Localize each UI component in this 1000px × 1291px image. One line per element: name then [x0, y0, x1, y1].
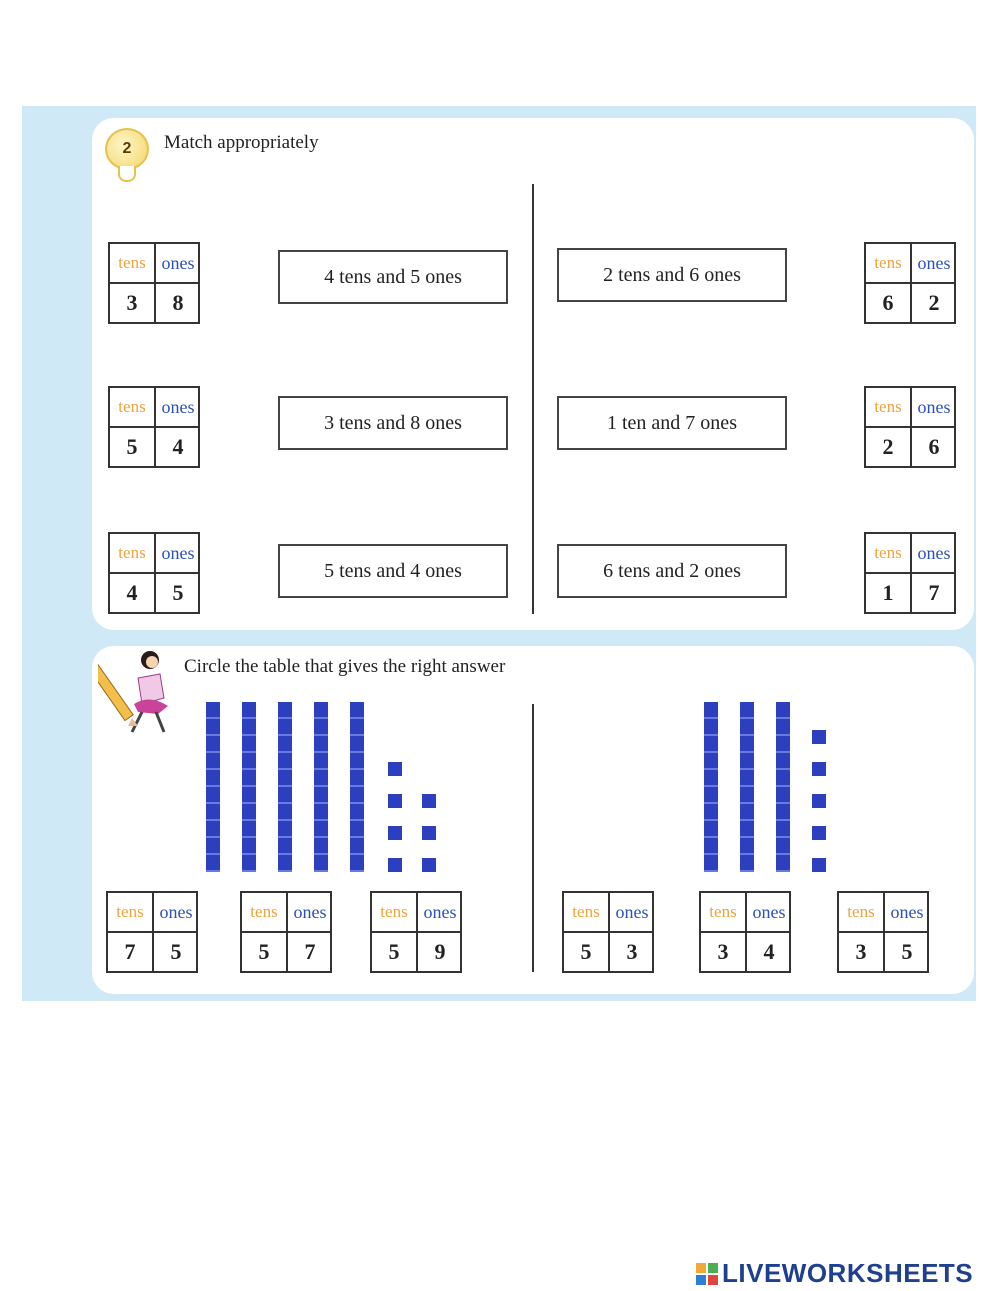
circle-heading: Circle the table that gives the right answer [184, 656, 506, 677]
girl-with-pencil-illustration [98, 648, 178, 738]
liveworksheets-logo [696, 1258, 973, 1289]
ten-rod [776, 702, 790, 872]
ten-rod [242, 702, 256, 872]
ones-value: 5 [170, 939, 182, 964]
answer-option-table[interactable] [562, 891, 654, 973]
ten-rod [206, 702, 220, 872]
ones-label: ones [161, 253, 195, 273]
ones-label: ones [752, 902, 786, 922]
ones-label: ones [161, 543, 195, 563]
one-cube [388, 858, 402, 872]
match-heading: Match appropriately [164, 132, 319, 153]
answer-option-table[interactable] [370, 891, 462, 973]
tens-label: tens [118, 253, 146, 272]
tens-value: 5 [126, 434, 138, 459]
ten-rod [740, 702, 754, 872]
tens-label: tens [380, 902, 408, 921]
tens-value: 3 [717, 939, 729, 964]
logo-icon [696, 1263, 718, 1285]
place-value-table[interactable] [864, 242, 956, 324]
tens-label: tens [118, 543, 146, 562]
tens-value: 5 [388, 939, 400, 964]
ones-label: ones [890, 902, 924, 922]
answer-option-table[interactable] [240, 891, 332, 973]
ones-label: ones [423, 902, 457, 922]
one-cube [812, 858, 826, 872]
ones-value: 5 [172, 580, 184, 605]
place-value-table[interactable] [864, 386, 956, 468]
place-value-table[interactable] [864, 532, 956, 614]
tens-label: tens [874, 543, 902, 562]
tens-value: 1 [882, 580, 894, 605]
ones-label: ones [159, 902, 193, 922]
tens-value: 4 [126, 580, 138, 605]
ten-rod [278, 702, 292, 872]
tens-value: 5 [580, 939, 592, 964]
phrase-box[interactable]: 6 tens and 2 ones [557, 544, 787, 598]
phrase-box[interactable]: 2 tens and 6 ones [557, 248, 787, 302]
one-cube [422, 858, 436, 872]
one-cube [812, 762, 826, 776]
tens-label: tens [116, 902, 144, 921]
phrase-box[interactable]: 3 tens and 8 ones [278, 396, 508, 450]
tens-value: 6 [882, 290, 894, 315]
ones-value: 5 [901, 939, 913, 964]
one-cube [812, 794, 826, 808]
ones-label: ones [161, 397, 195, 417]
tens-value: 5 [258, 939, 270, 964]
tens-label: tens [847, 902, 875, 921]
place-value-table[interactable] [108, 386, 200, 468]
tens-label: tens [874, 397, 902, 416]
tens-label: tens [709, 902, 737, 921]
ten-rod [704, 702, 718, 872]
circle-divider [532, 704, 534, 972]
ones-value: 3 [626, 939, 638, 964]
brand-name: LIVEWORKSHEETS [722, 1258, 974, 1288]
answer-option-table[interactable] [106, 891, 198, 973]
tens-value: 3 [126, 290, 138, 315]
match-divider [532, 184, 534, 614]
one-cube [388, 826, 402, 840]
ones-value: 8 [172, 290, 184, 315]
ones-label: ones [917, 543, 951, 563]
ones-value: 7 [304, 939, 316, 964]
answer-option-table[interactable] [837, 891, 929, 973]
tens-label: tens [118, 397, 146, 416]
one-cube [388, 762, 402, 776]
answer-option-table[interactable] [699, 891, 791, 973]
one-cube [812, 826, 826, 840]
ones-value: 4 [763, 939, 775, 964]
one-cube [422, 826, 436, 840]
exercise-number-badge: 2 [105, 128, 149, 170]
one-cube [422, 794, 436, 808]
ones-label: ones [615, 902, 649, 922]
tens-label: tens [874, 253, 902, 272]
place-value-table[interactable] [108, 532, 200, 614]
ones-value: 7 [928, 580, 940, 605]
ones-value: 4 [172, 434, 184, 459]
ones-label: ones [917, 397, 951, 417]
phrase-box[interactable]: 1 ten and 7 ones [557, 396, 787, 450]
tens-label: tens [250, 902, 278, 921]
tens-value: 7 [124, 939, 136, 964]
one-cube [812, 730, 826, 744]
tens-value: 3 [855, 939, 867, 964]
phrase-box[interactable]: 5 tens and 4 ones [278, 544, 508, 598]
tens-label: tens [572, 902, 600, 921]
ones-value: 2 [928, 290, 940, 315]
one-cube [388, 794, 402, 808]
badge-tail [118, 166, 136, 182]
phrase-box[interactable]: 4 tens and 5 ones [278, 250, 508, 304]
ten-rod [314, 702, 328, 872]
ones-value: 9 [434, 939, 446, 964]
ones-label: ones [293, 902, 327, 922]
place-value-table[interactable] [108, 242, 200, 324]
tens-value: 2 [882, 434, 894, 459]
ten-rod [350, 702, 364, 872]
ones-label: ones [917, 253, 951, 273]
ones-value: 6 [928, 434, 940, 459]
